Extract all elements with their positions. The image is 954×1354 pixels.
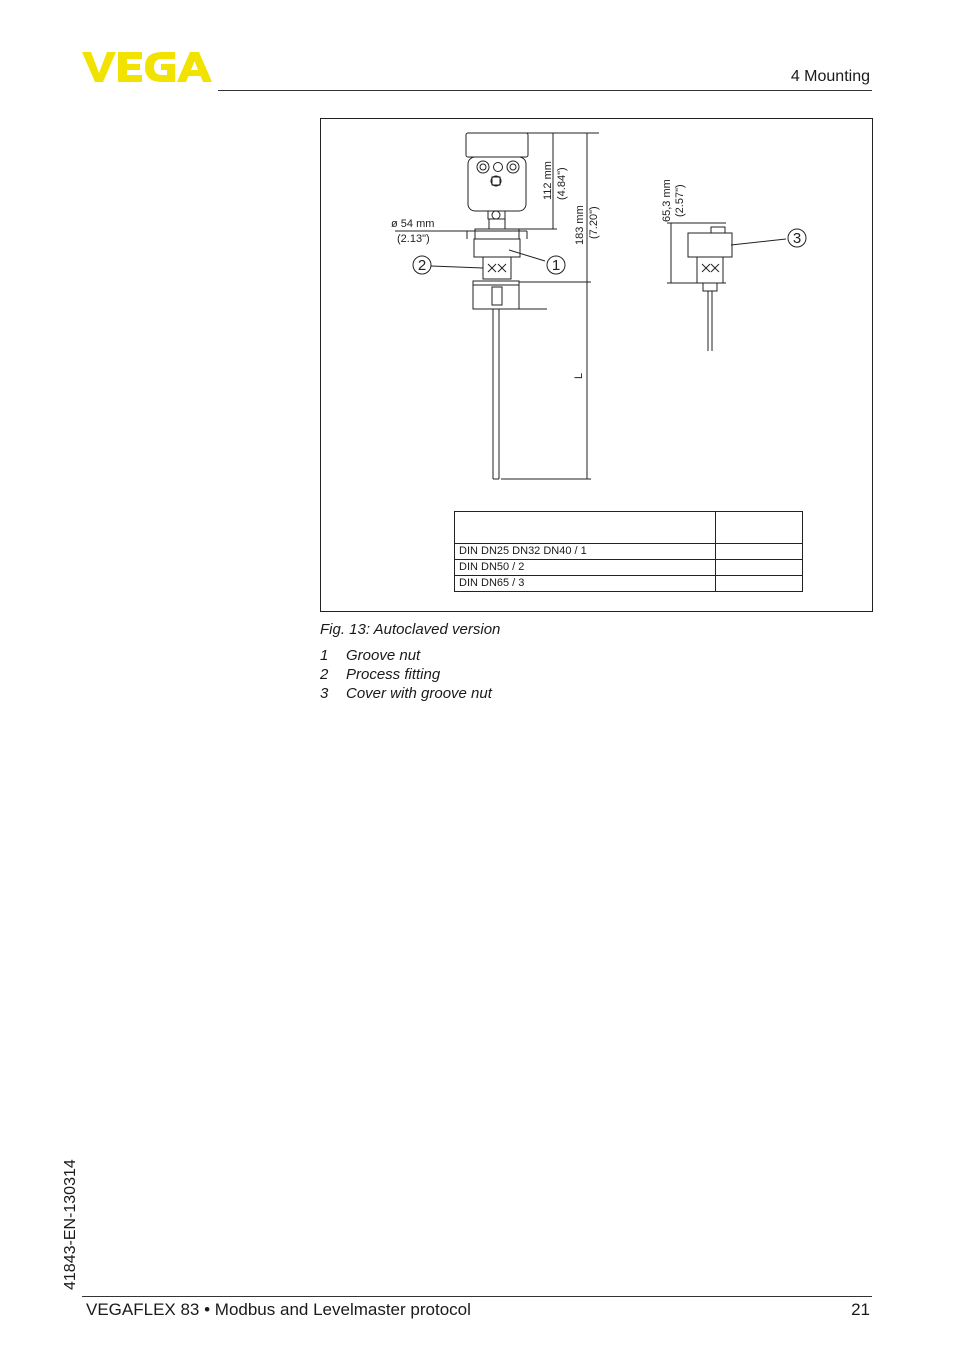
table-row (455, 576, 803, 592)
legend-text: Cover with groove nut (346, 685, 492, 702)
table-header-row (455, 512, 803, 544)
table-header-cell (716, 512, 803, 544)
header-divider (218, 90, 872, 91)
table-cell (716, 576, 803, 592)
housing-body (468, 157, 526, 211)
table-cell: DIN DN50 / 2 (455, 560, 716, 576)
dim-112-in: (4.84") (556, 167, 568, 200)
figure-legend (320, 646, 492, 703)
table-cell (716, 560, 803, 576)
dim-183-in: (7.20") (588, 206, 600, 239)
legend-item (320, 646, 492, 665)
process-fitting-table (454, 511, 803, 592)
legend-text: Process fitting (346, 666, 441, 683)
figure-caption: Fig. 13: Autoclaved version (320, 621, 501, 638)
footer-title: VEGAFLEX 83 • Modbus and Levelmaster protocol (86, 1300, 471, 1319)
dim-183-mm: 183 mm (574, 205, 586, 245)
callout-1: 1 (551, 257, 561, 274)
callout-2: 2 (417, 257, 427, 274)
housing-cover (466, 133, 528, 157)
table-cell: DIN DN25 DN32 DN40 / 1 (455, 544, 716, 560)
document-id: 41843-EN-130314 (62, 1159, 79, 1290)
dim-diameter-mm: ø 54 mm (391, 218, 435, 230)
legend-item (320, 684, 492, 703)
callout-3: 3 (792, 230, 802, 247)
dim-65-mm: 65,3 mm (661, 179, 673, 222)
legend-item (320, 665, 492, 684)
dim-65-in: (2.57") (674, 184, 686, 217)
dim-112-mm: 112 mm (542, 161, 554, 200)
footer-divider (82, 1296, 872, 1297)
vega-logo (82, 50, 212, 84)
figure-autoclaved-version (320, 118, 873, 612)
legend-number: 2 (320, 666, 329, 683)
dim-length-label: L (573, 372, 585, 379)
legend-text: Groove nut (346, 647, 421, 664)
section-title: 4 Mounting (790, 68, 870, 85)
table-row (455, 544, 803, 560)
table-cell (716, 544, 803, 560)
dim-diameter-in: (2.13") (397, 233, 430, 245)
table-cell: DIN DN65 / 3 (455, 576, 716, 592)
legend-number: 3 (320, 685, 329, 702)
table-header-cell (455, 512, 716, 544)
table-row (455, 560, 803, 576)
legend-number: 1 (320, 647, 329, 664)
page-number: 21 (851, 1300, 870, 1319)
